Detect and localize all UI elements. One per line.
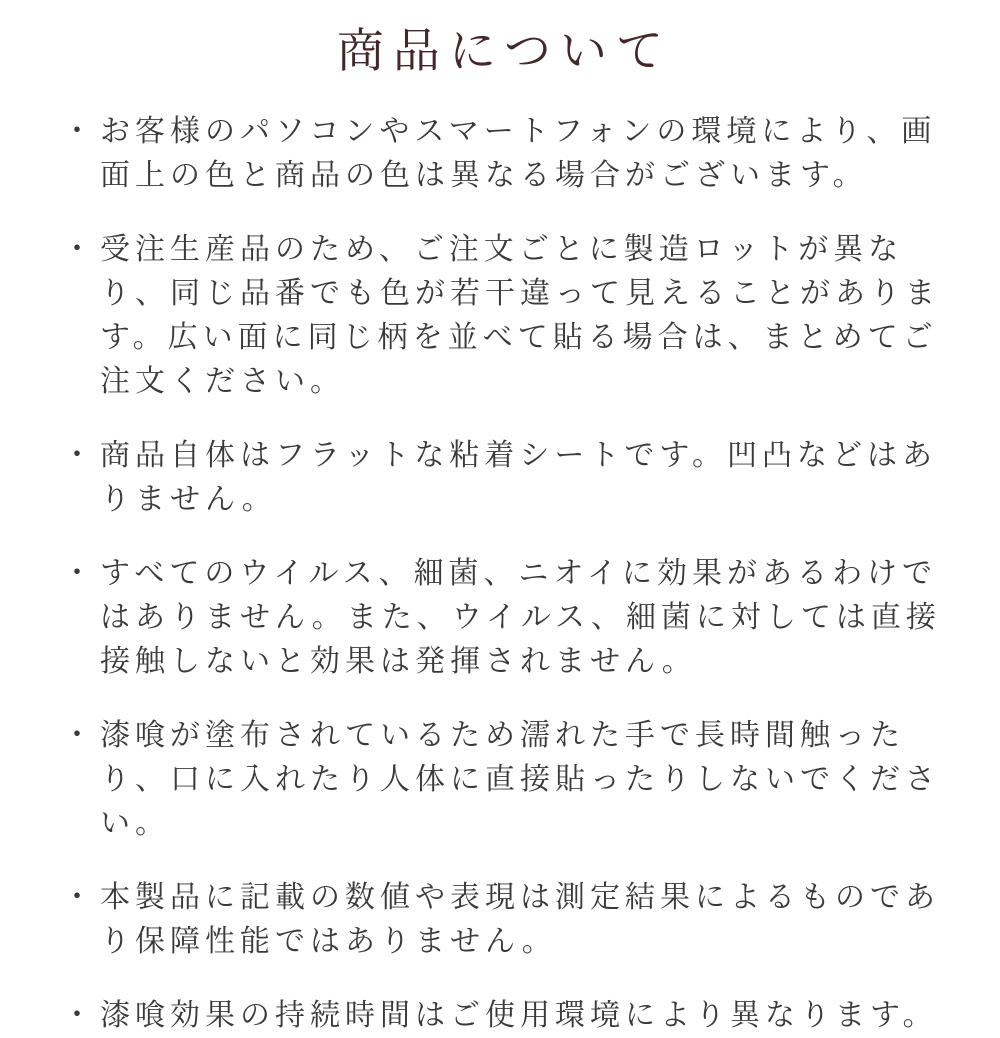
bullet-dot: ・ <box>62 439 92 473</box>
note-text-monitor-color: お客様のパソコンやスマートフォンの環境により、画面上の色と商品の色は異なる場合がございます。 <box>100 115 937 193</box>
bullet-dot: ・ <box>62 719 92 753</box>
product-notice-page <box>0 24 1000 1033</box>
bullet-dot: ・ <box>62 881 92 915</box>
note-text-measured-values: 本製品に記載の数値や表現は測定結果によるものであり保障性能ではありません。 <box>100 881 940 959</box>
bullet-dot: ・ <box>62 115 92 149</box>
list-item <box>62 552 950 684</box>
list-item <box>62 110 950 198</box>
list-item <box>62 434 950 522</box>
notes-list <box>0 110 1000 1038</box>
note-text-effect-duration: 漆喰効果の持続時間はご使用環境により異なります。 <box>100 999 938 1033</box>
note-text-flat-sheet: 商品自体はフラットな粘着シートです。凹凸などはありません。 <box>100 439 937 517</box>
note-text-shikkui-caution: 漆喰が塗布されているため濡れた手で長時間触ったり、口に入れたり人体に直接貼ったりしないでください。 <box>100 719 940 841</box>
list-item <box>62 228 950 404</box>
note-text-production-lot: 受注生産品のため、ご注文ごとに製造ロットが異なり、同じ品番でも色が若干違って見えることがあります。広い面に同じ柄を並べて貼る場合は、まとめてご注文ください。 <box>100 233 940 399</box>
list-item <box>62 994 950 1038</box>
bullet-dot: ・ <box>62 999 92 1033</box>
list-item <box>62 876 950 964</box>
list-item <box>62 714 950 846</box>
bullet-dot: ・ <box>62 557 92 591</box>
note-text-virus-effect: すべてのウイルス、細菌、ニオイに効果があるわけではありません。また、ウイルス、細菌に対しては直接接触しないと効果は発揮されません。 <box>100 557 941 679</box>
page-title: 商品について <box>336 24 673 77</box>
bullet-dot: ・ <box>62 233 92 267</box>
